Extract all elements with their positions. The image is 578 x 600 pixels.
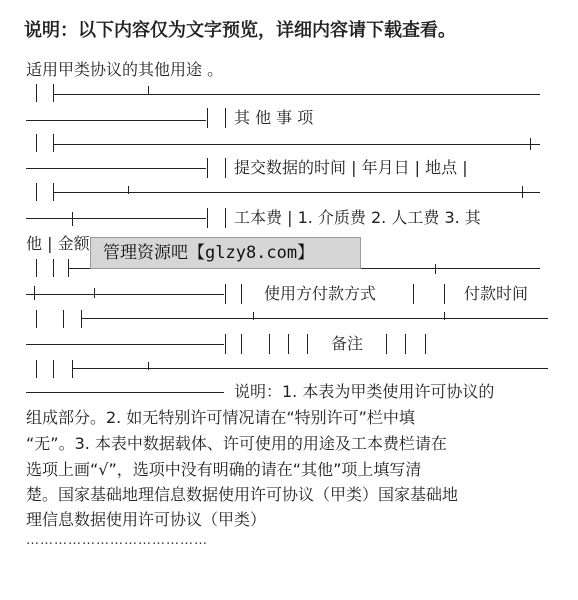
table-border <box>36 360 37 378</box>
payment-time-label: 付款时间 <box>464 284 529 303</box>
table-tick <box>148 362 149 370</box>
table-border <box>444 284 445 304</box>
table-rule <box>26 218 206 219</box>
table-tick <box>435 264 436 274</box>
table-border <box>36 84 37 102</box>
table-border <box>241 284 242 304</box>
table-border <box>36 259 37 277</box>
table-border <box>425 334 426 354</box>
table-rule <box>53 144 540 145</box>
table-border <box>207 208 208 228</box>
remarks-label: 备注 <box>331 334 364 353</box>
note-line: 楚。国家基础地理信息数据使用许可协议（甲类）国家基础地 <box>26 485 459 504</box>
table-rule <box>72 368 548 369</box>
table-border <box>307 334 308 354</box>
table-border <box>53 84 54 102</box>
table-rule <box>26 294 224 295</box>
table-tick <box>253 312 254 320</box>
table-rule <box>53 94 540 95</box>
table-border <box>225 158 226 178</box>
note-line: 选项上画“√”，选项中没有明确的请在“其他”项上填写清 <box>26 460 422 479</box>
payment-method-label: 使用方付款方式 <box>264 284 377 303</box>
table-border <box>225 334 226 354</box>
table-border <box>81 310 82 328</box>
note-line: “无”。3. 本表中数据载体、许可使用的用途及工本费栏请在 <box>26 434 447 453</box>
fee-amount-label: 他 | 金额 <box>26 234 90 253</box>
table-border <box>241 334 242 354</box>
table-border <box>413 284 414 304</box>
table-tick <box>444 312 445 320</box>
trailing-dots: ………………………………… <box>26 533 208 548</box>
note-line: 说明：1. 本表为甲类使用许可协议的 <box>234 382 495 401</box>
purpose-other-line: 适用甲类协议的其他用途 。 <box>26 60 224 79</box>
note-line: 理信息数据使用许可协议（甲类） <box>26 510 267 529</box>
table-rule <box>26 120 206 121</box>
note-line: 组成部分。2. 如无特别许可情况请在“特别许可”栏中填 <box>26 408 415 427</box>
watermark-banner: 管理资源吧【glzy8.com】 <box>90 237 361 269</box>
table-border <box>53 360 54 378</box>
table-rule <box>26 168 206 169</box>
table-border <box>207 108 208 128</box>
table-border <box>225 284 226 304</box>
table-border <box>72 360 73 378</box>
table-border <box>36 183 37 201</box>
table-border <box>405 334 406 354</box>
table-tick <box>94 288 95 298</box>
table-border <box>225 108 226 128</box>
preview-notice-header: 说明：以下内容仅为文字预览，详细内容请下载查看。 <box>24 20 456 41</box>
table-border <box>36 310 37 328</box>
table-tick <box>148 86 149 94</box>
table-border <box>386 334 387 354</box>
other-matters-label: 其 他 事 项 <box>234 108 314 127</box>
table-border <box>269 334 270 354</box>
table-border <box>288 334 289 354</box>
table-border <box>63 310 64 328</box>
table-border <box>225 208 226 228</box>
table-border <box>53 259 54 277</box>
fee-items-label: 工本费 | 1. 介质费 2. 人工费 3. 其 <box>234 208 481 227</box>
table-rule <box>26 344 224 345</box>
table-tick <box>72 212 73 226</box>
table-tick <box>530 138 531 150</box>
submission-time-place-label: 提交数据的时间 | 年月日 | 地点 | <box>234 158 468 177</box>
table-tick <box>522 186 523 198</box>
table-rule <box>81 318 548 319</box>
table-border <box>53 134 54 152</box>
table-rule <box>26 392 224 393</box>
table-tick <box>34 286 35 300</box>
table-rule <box>53 192 540 193</box>
table-border <box>36 134 37 152</box>
table-border <box>207 158 208 178</box>
table-tick <box>128 186 129 194</box>
